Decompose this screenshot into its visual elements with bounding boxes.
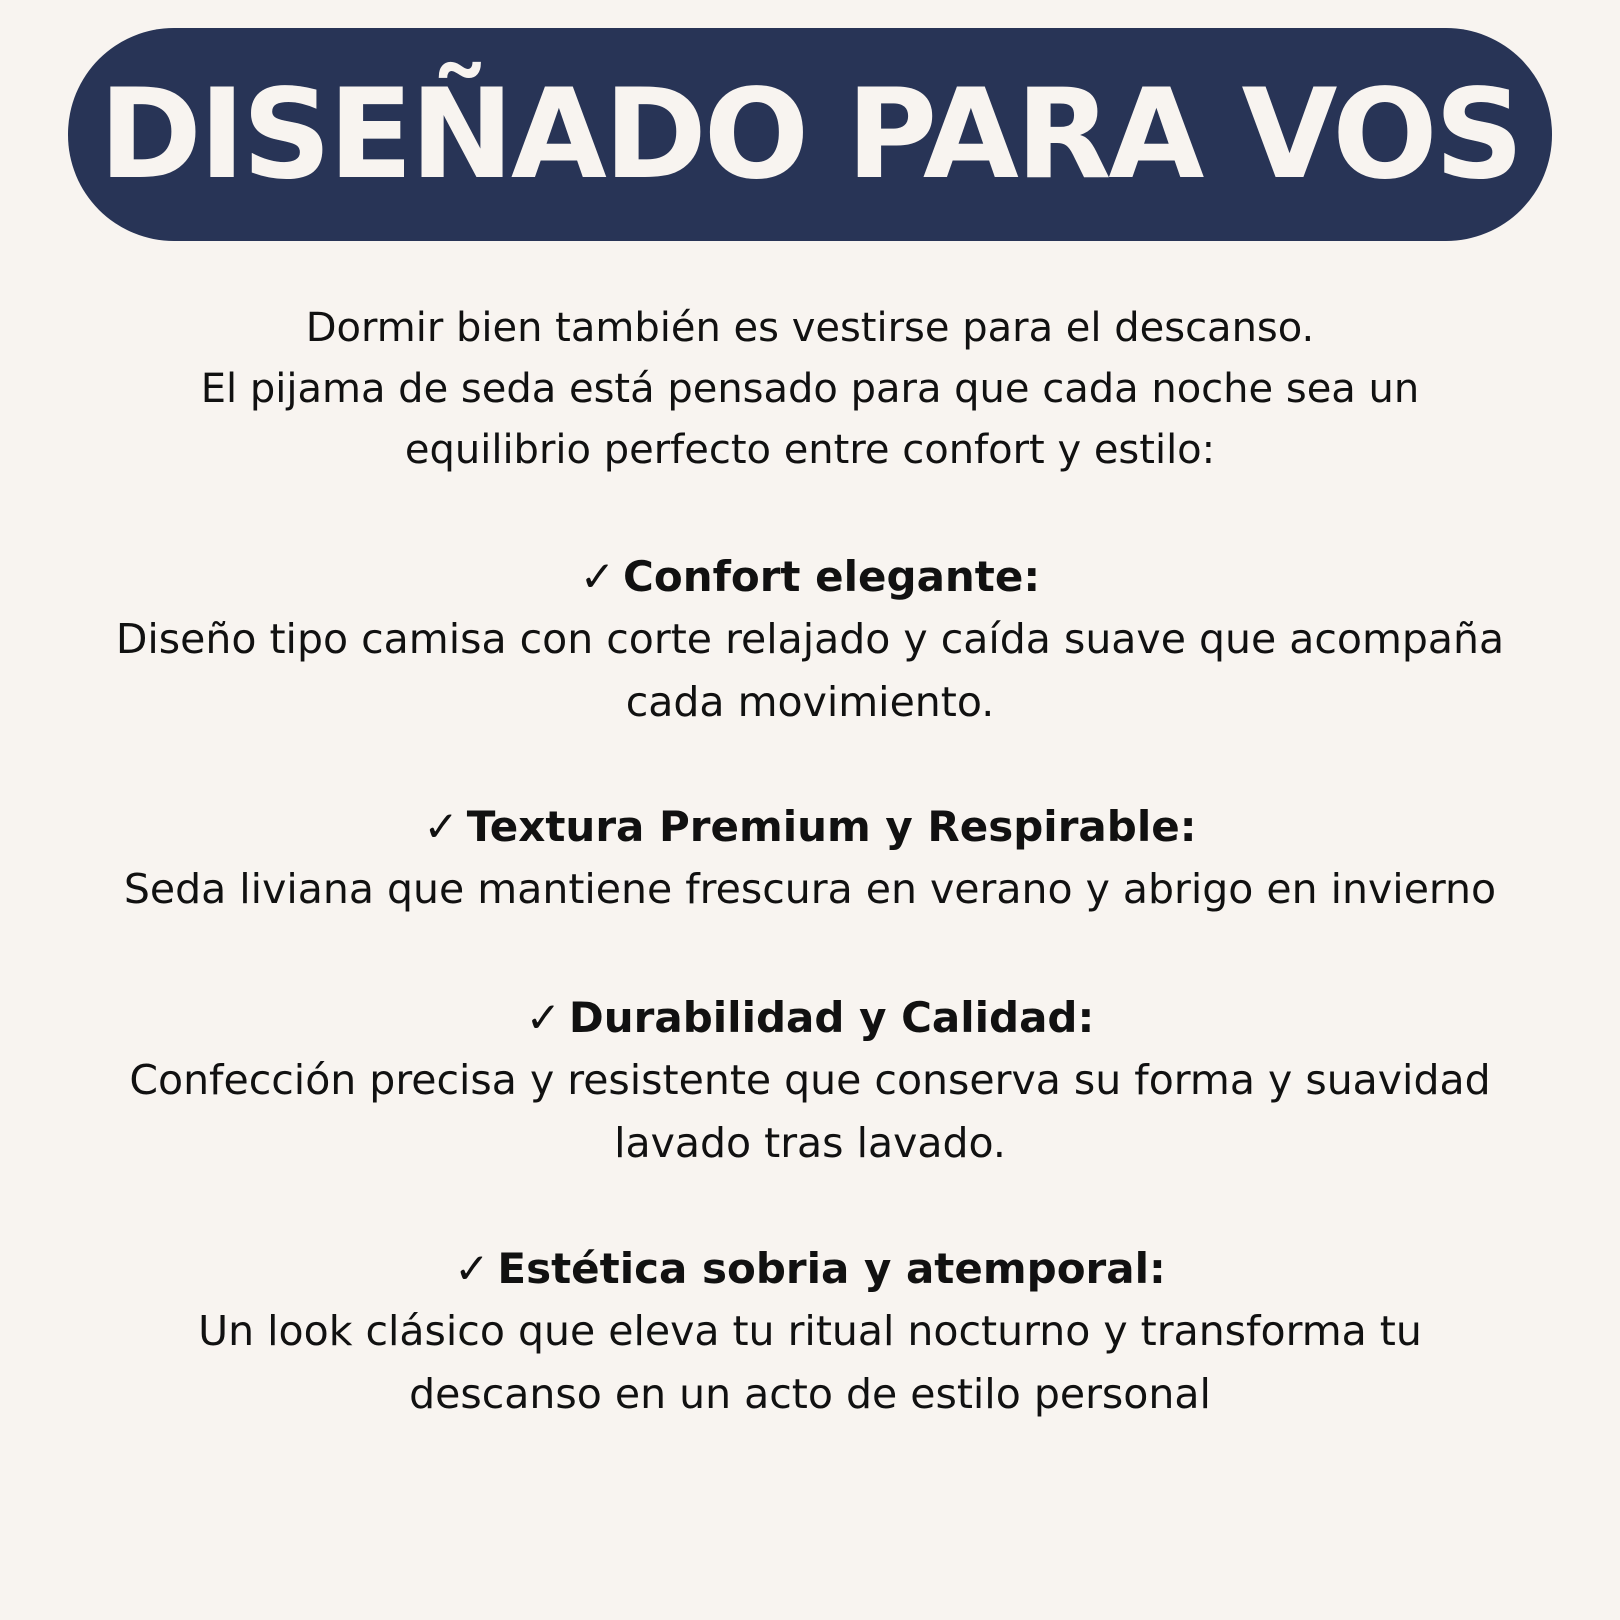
feature-description — [0, 1300, 1620, 1426]
feature-description — [0, 608, 1620, 734]
feature-description — [0, 858, 1620, 921]
feature-line: Un look clásico que eleva tu ritual nocturno y transforma tu — [198, 1307, 1422, 1355]
page-title: DISEÑADO PARA VOS — [99, 62, 1521, 207]
intro-line: Dormir bien también es vestirse para el descanso. — [305, 305, 1315, 351]
feature-estetica — [0, 1238, 1620, 1426]
feature-textura — [0, 796, 1620, 921]
feature-line: lavado tras lavado. — [614, 1119, 1006, 1167]
feature-heading — [0, 796, 1620, 858]
feature-line: descanso en un acto de estilo personal — [409, 1370, 1211, 1418]
feature-durabilidad — [0, 987, 1620, 1175]
feature-heading-text: Confort elegante: — [623, 552, 1041, 601]
feature-line: Confección precisa y resistente que conserva su forma y suavidad — [129, 1056, 1491, 1104]
feature-heading — [0, 546, 1620, 608]
feature-heading-text: Durabilidad y Calidad: — [568, 993, 1095, 1042]
feature-confort — [0, 546, 1620, 734]
intro-paragraph — [0, 298, 1620, 481]
feature-line: cada movimiento. — [625, 678, 995, 726]
feature-heading — [0, 1238, 1620, 1300]
check-icon: ✓ — [579, 552, 616, 601]
intro-line: equilibrio perfecto entre confort y estilo: — [404, 427, 1216, 473]
feature-heading-text: Textura Premium y Respirable: — [466, 802, 1197, 851]
feature-line: Seda liviana que mantiene frescura en verano y abrigo en invierno — [123, 865, 1497, 913]
intro-line: El pijama de seda está pensado para que cada noche sea un — [200, 366, 1420, 412]
check-icon: ✓ — [525, 993, 561, 1042]
check-icon: ✓ — [454, 1244, 490, 1293]
feature-description — [0, 1049, 1620, 1175]
check-icon: ✓ — [423, 802, 459, 851]
title-banner — [68, 28, 1552, 241]
feature-heading-text: Estética sobria y atemporal: — [497, 1244, 1166, 1293]
feature-heading — [0, 987, 1620, 1049]
feature-line: Diseño tipo camisa con corte relajado y caída suave que acompaña — [115, 615, 1505, 663]
